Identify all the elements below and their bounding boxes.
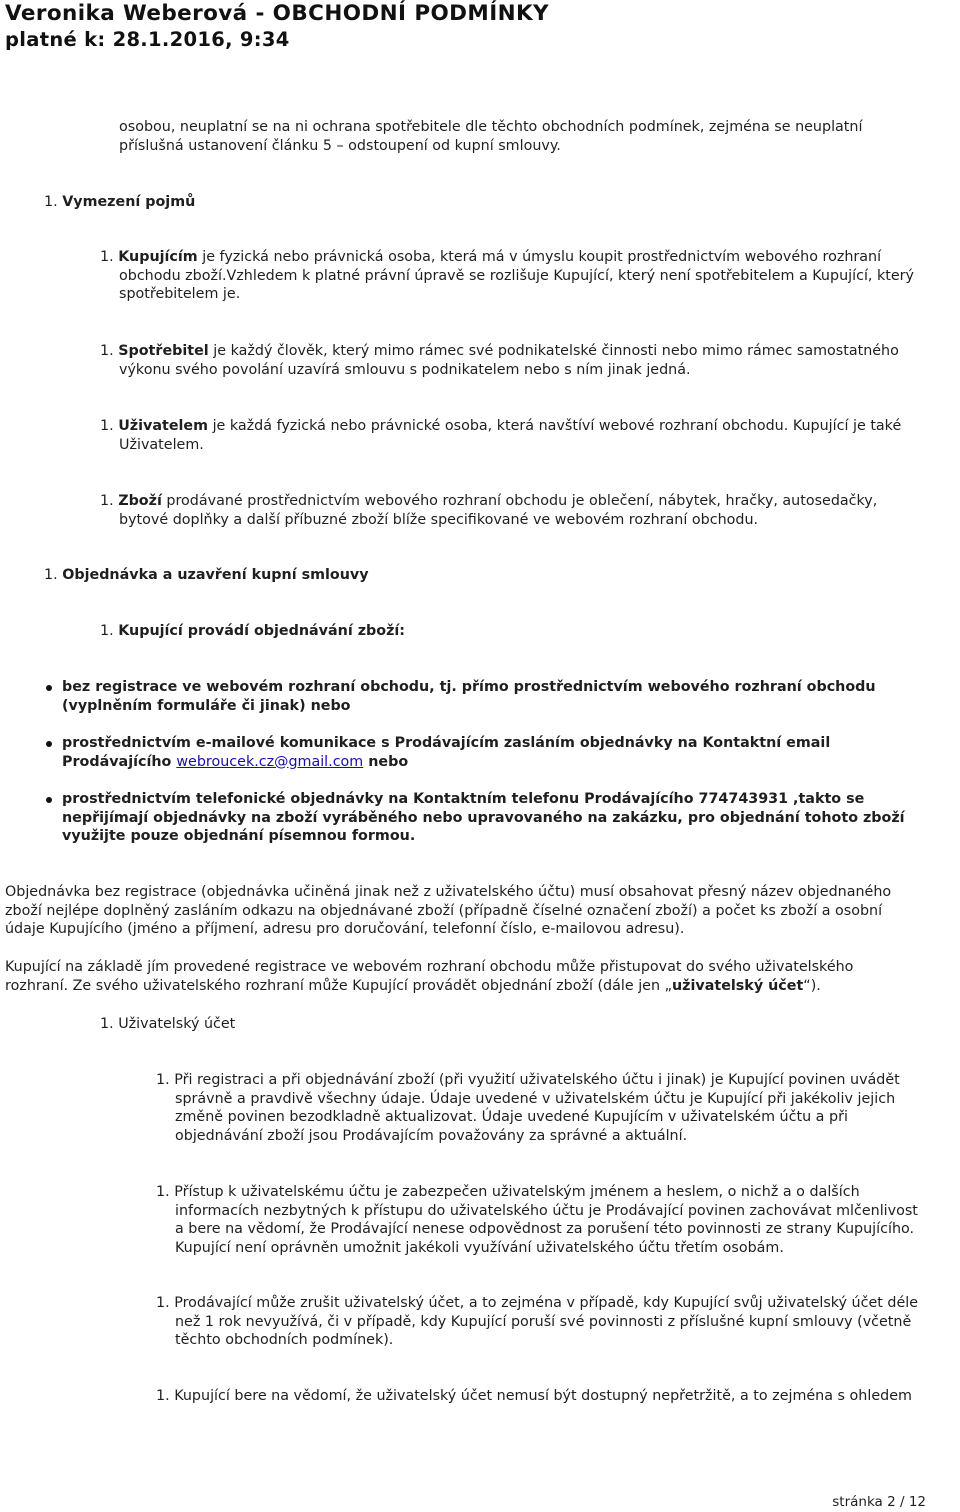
subsection-heading-user-account: [100, 1015, 235, 1034]
term-number: 1.: [100, 418, 114, 434]
clause-line: Kupující není oprávněn umožnit jakékoli využívání uživatelského účtu třetím osobám.: [175, 1239, 784, 1256]
account-clause: [156, 1183, 918, 1257]
intro-line: příslušná ustanovení článku 5 – odstoupení od kupní smlouvy.: [119, 137, 561, 154]
term-name: Zboží: [118, 493, 162, 509]
section-title: Vymezení pojmů: [62, 194, 196, 210]
clause-line: Kupující bere na vědomí, že uživatelský účet nemusí být dostupný nepřetržitě, a to zejména s ohledem: [174, 1388, 912, 1404]
bullet-icon: [46, 741, 52, 747]
clause-line: těchto obchodních podmínek).: [175, 1332, 394, 1348]
term-text: Uživatelem.: [119, 436, 204, 453]
term-definition: [100, 342, 899, 379]
section-number: 1.: [44, 194, 58, 210]
term-name: Kupujícím: [118, 249, 198, 265]
term-definition: [100, 492, 877, 529]
paragraph-order-no-registration: [5, 883, 891, 939]
bullet-icon: [46, 685, 52, 691]
clause-line: Přístup k uživatelskému účtu je zabezpečen uživatelským jménem a heslem, o nichž a o dalších: [174, 1184, 860, 1200]
bullet-icon: [46, 797, 52, 803]
clause-number: 1.: [156, 1295, 170, 1311]
order-intro-text: Kupující provádí objednávání zboží:: [118, 623, 406, 639]
term-text: je každý člověk, který mimo rámec své podnikatelské činnosti nebo mimo rámec samostatného: [208, 343, 899, 359]
term-definition: [100, 248, 914, 304]
clause-line: Prodávající může zrušit uživatelský účet, a to zejména v případě, kdy Kupující svůj uživatelský účet déle: [174, 1295, 919, 1311]
document-title: Veronika Weberová - OBCHODNÍ PODMÍNKY: [5, 1, 550, 26]
term-text: je každá fyzická nebo právnické osoba, která navštíví webové rozhraní obchodu. Kupující je také: [208, 418, 902, 434]
clause-line: než 1 rok nevyužívá, či v případě, kdy Kupující poruší své povinnosti z příslušné kupní smlouvy (včetně: [175, 1313, 912, 1330]
term-text: výkonu svého povolání uzavírá smlouvu s podnikatelem nebo s ním jinak jedná.: [119, 361, 691, 378]
order-method-text: Prodávajícího: [62, 753, 177, 770]
term-name: Spotřebitel: [118, 343, 209, 359]
subsection-number: 1.: [100, 1016, 114, 1032]
clause-number: 1.: [156, 1072, 170, 1088]
order-method-text: využijte pouze objednání písemnou formou.: [62, 828, 416, 844]
account-clause: [156, 1387, 912, 1406]
intro-paragraph: [119, 118, 862, 155]
term-definition: [100, 417, 901, 454]
paragraph-line: údaje Kupujícího (jméno a příjmení, adresu pro doručování, telefonní číslo, e-mailovou adresu).: [5, 921, 685, 937]
clause-line: objednávání zboží jsou Prodávajícím považovány za správné a aktuální.: [175, 1127, 688, 1144]
order-method-text: prostřednictvím e-mailové komunikace s Prodávajícím zasláním objednávky na Kontaktní email: [62, 735, 831, 751]
section-heading-order: [44, 566, 369, 585]
clause-line: správně a pravdivě všechny údaje. Údaje uvedené v uživatelském účtu je Kupující při jakékoliv jejich: [175, 1090, 896, 1107]
email-link[interactable]: webroucek.cz@gmail.com: [176, 753, 364, 770]
order-method-text: prostřednictvím telefonické objednávky na Kontaktním telefonu Prodávajícího 774743931 ,takto se: [62, 791, 865, 807]
order-intro: [100, 622, 405, 641]
paragraph-line: Objednávka bez registrace (objednávka učiněná jinak než z uživatelského účtu) musí obsahovat přesný název objednaného: [5, 884, 892, 900]
account-clause: [156, 1071, 900, 1145]
paragraph-line: “).: [803, 977, 821, 994]
order-intro-number: 1.: [100, 623, 114, 639]
account-clause: [156, 1294, 918, 1350]
clause-line: informacích nezbytných k přístupu do uživatelského účtu je Prodávající povinen zachovávat mlčenlivost: [175, 1202, 918, 1219]
section-heading-definitions: [44, 193, 195, 212]
term-text: spotřebitelem je.: [119, 286, 241, 302]
order-method-text: nebo: [363, 753, 409, 770]
order-method-text: nepřijímají objednávky na zboží vyráběného nebo upravovaného na zakázku, pro objednání tohoto zboží: [62, 809, 905, 826]
user-account-term: uživatelský účet: [672, 977, 804, 994]
clause-line: a bere na vědomí, že Prodávající nenese odpovědnost za porušení této povinnosti ze strany Kupujícího.: [175, 1221, 915, 1237]
subsection-title: Uživatelský účet: [118, 1016, 236, 1032]
term-text: obchodu zboží.Vzhledem k platné právní úpravě se rozlišuje Kupující, který není spotřebitelem a Kupující, který: [119, 267, 915, 284]
clause-number: 1.: [156, 1184, 170, 1200]
order-method-text: bez registrace ve webovém rozhraní obchodu, tj. přímo prostřednictvím webového rozhraní obchodu: [62, 679, 876, 695]
clause-line: Při registraci a při objednávání zboží (při využití uživatelského účtu i jinak) je Kupující povinen uvádět: [174, 1072, 900, 1088]
section-number: 1.: [44, 567, 58, 583]
order-method-text: (vyplněním formuláře či jinak) nebo: [62, 697, 351, 714]
term-number: 1.: [100, 343, 114, 359]
section-title: Objednávka a uzavření kupní smlouvy: [62, 567, 369, 583]
page-number: stránka 2 / 12: [832, 1494, 926, 1510]
term-text: je fyzická nebo právnická osoba, která má v úmyslu koupit prostřednictvím webového rozhraní: [197, 249, 882, 265]
clause-line: změně povinen bezodkladně aktualizovat. Údaje uvedené Kupujícím v uživatelském účtu a při: [175, 1109, 848, 1125]
clause-number: 1.: [156, 1388, 170, 1404]
paragraph-line: zboží nejlépe doplněný zasláním odkazu na objednávané zboží (případně číselné označení zboží) a počet ks zboží a osobní: [5, 902, 883, 919]
paragraph-line: Kupující na základě jím provedené registrace ve webovém rozhraní obchodu může přistupovat do svého uživatelského: [5, 959, 854, 975]
term-number: 1.: [100, 249, 114, 265]
term-text: prodávané prostřednictvím webového rozhraní obchodu je oblečení, nábytek, hračky, autosedačky,: [161, 493, 878, 509]
paragraph-line: rozhraní. Ze svého uživatelského rozhraní může Kupující provádět objednání zboží (dále jen „: [5, 977, 672, 994]
intro-line: osobou, neuplatní se na ni ochrana spotřebitele dle těchto obchodních podmínek, zejména se neuplatní: [119, 119, 863, 135]
paragraph-order-registration: [5, 958, 853, 995]
term-name: Uživatelem: [118, 418, 209, 434]
term-number: 1.: [100, 493, 114, 509]
term-text: bytové doplňky a další příbuzné zboží blíže specifikované ve webovém rozhraní obchodu.: [119, 511, 759, 528]
document-date: platné k: 28.1.2016, 9:34: [5, 28, 290, 51]
